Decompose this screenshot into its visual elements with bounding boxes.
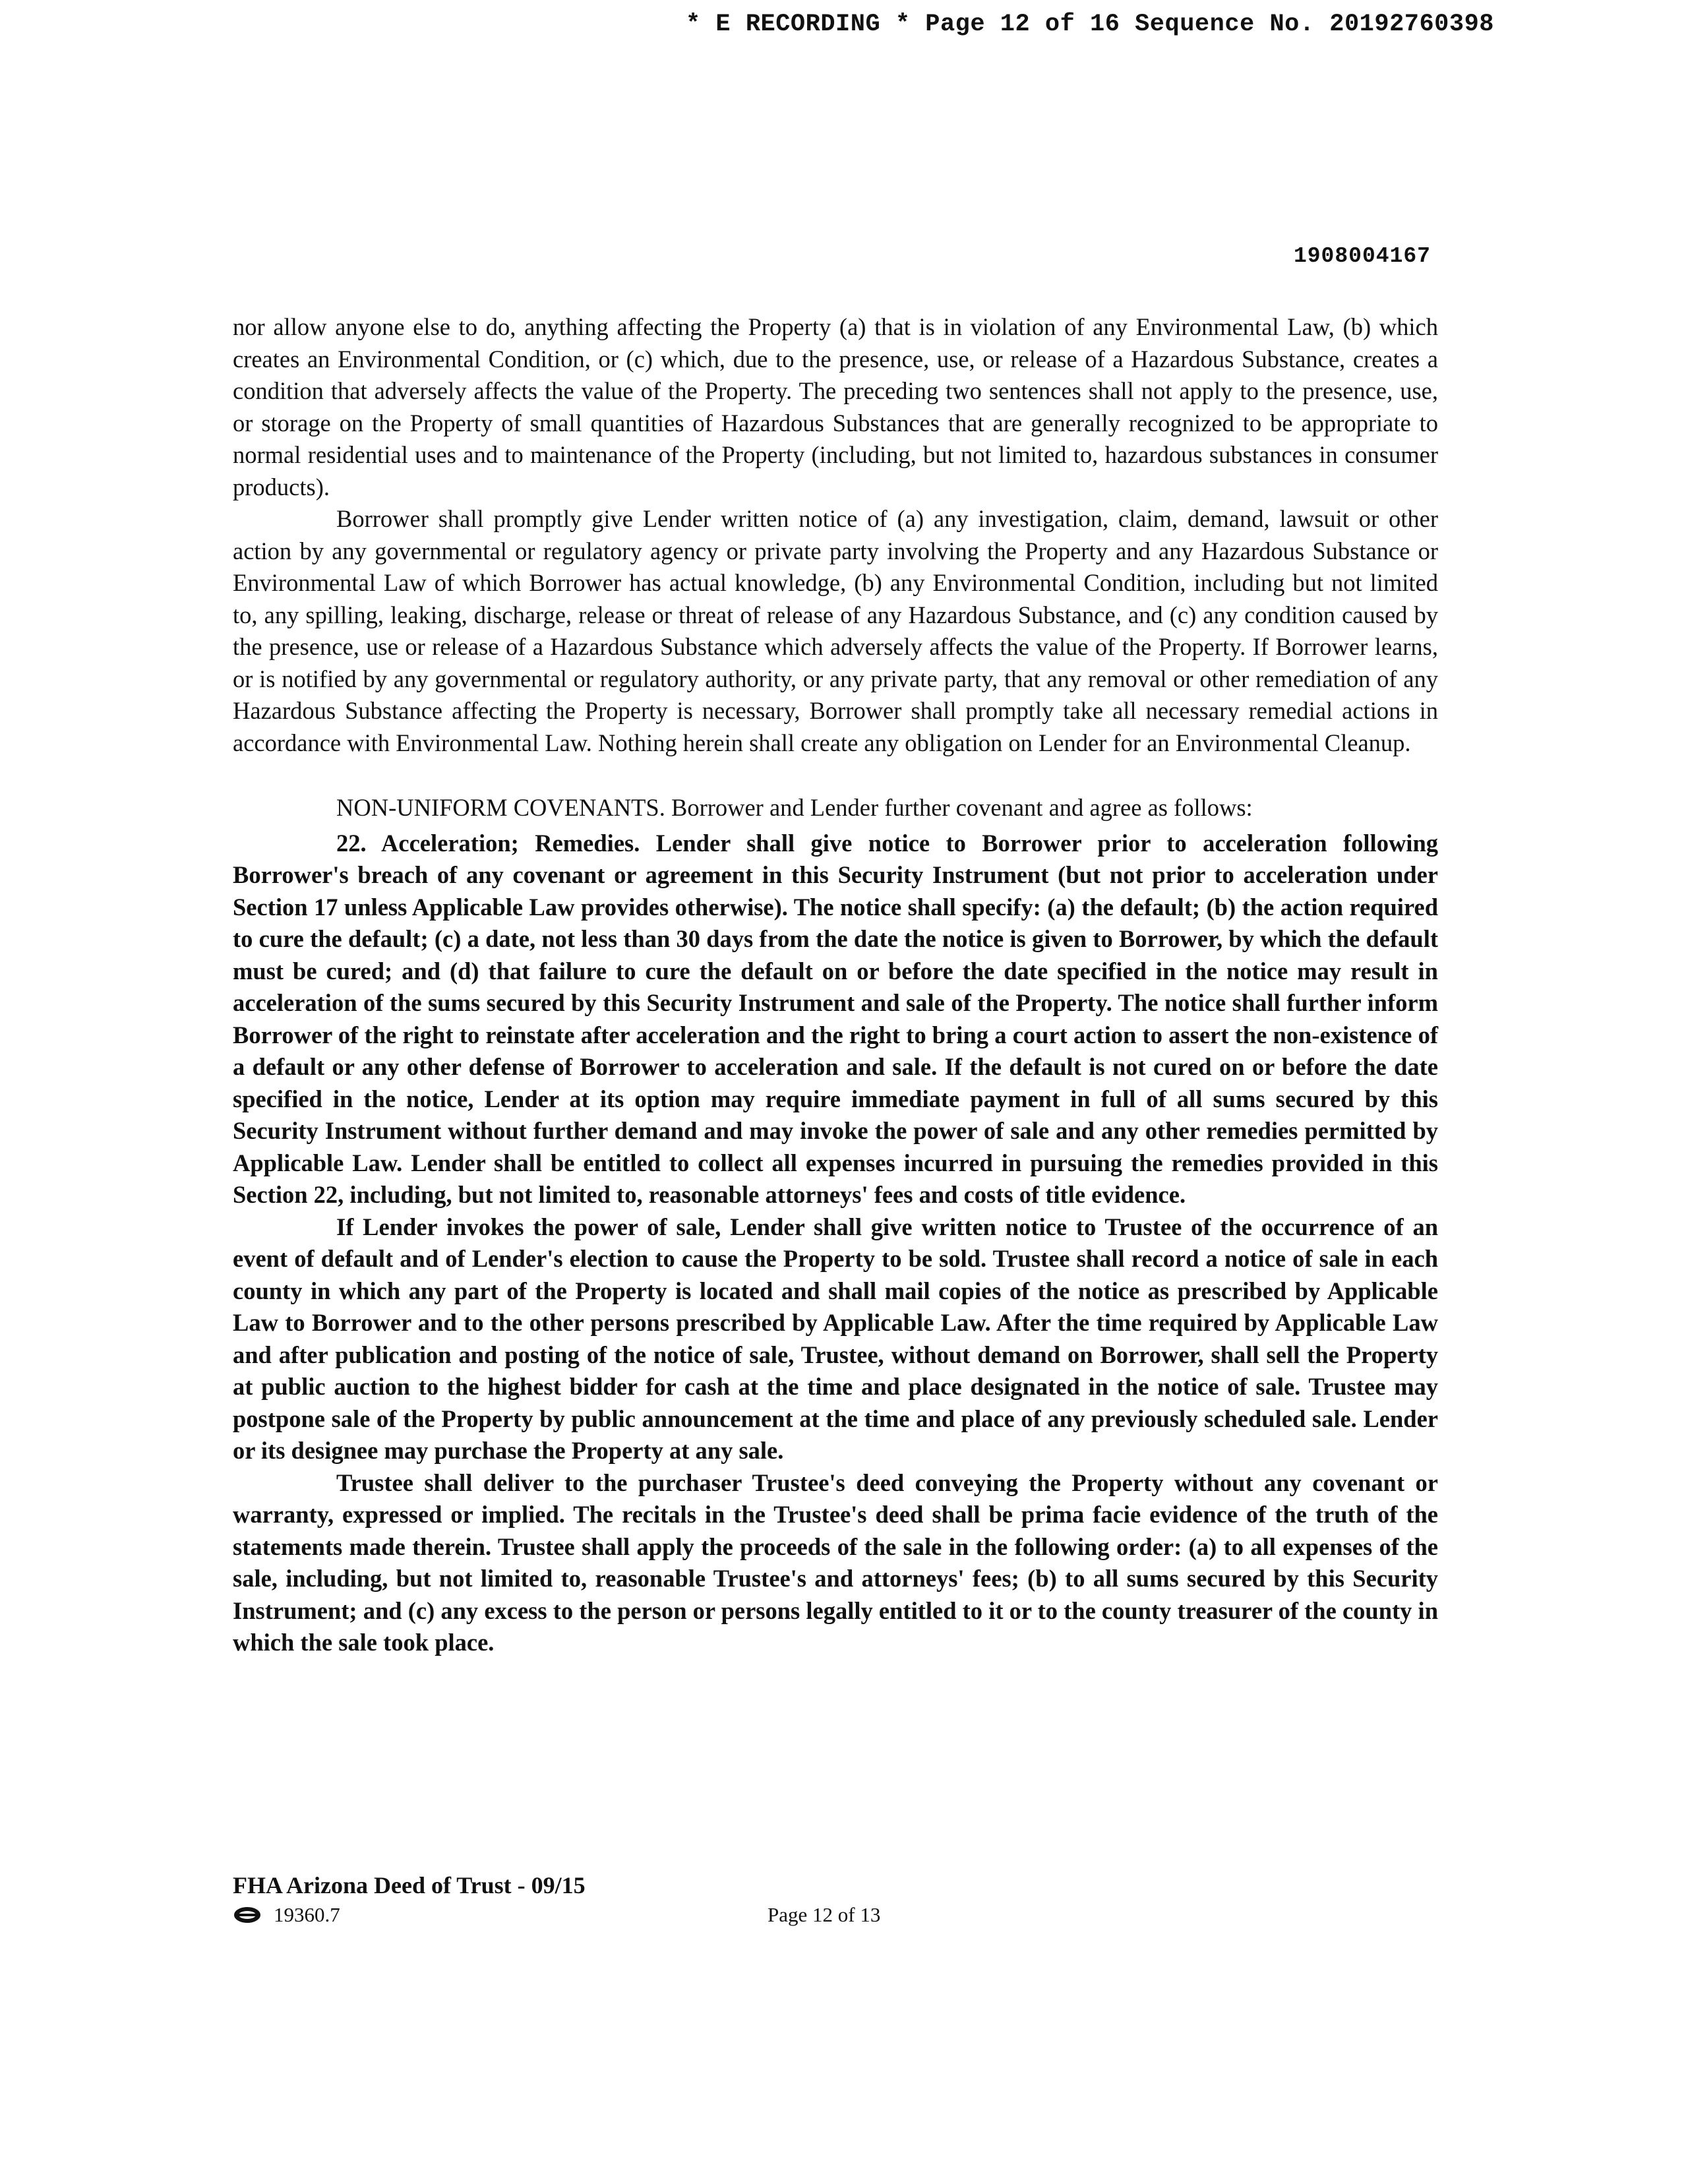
paragraph-acceleration-remedies: 22. Acceleration; Remedies. Lender shall give notice to Borrower prior to acceleration following Borrower's breach of any covenant or agreement in this Security Instrument (but not prior to acceleration under Section 17 unless Applicable Law provides otherwise). The notice shall specify: (a) the default; (b) the action required to cure the default; (c) a date, not less than 30 days from the date the notice is given to Borrower, by which the default must be cured; and (d) that failure to cure the default on or before the date specified in the notice may result in acceleration of the sums secured by this Security Instrument and sale of the Property. The notice shall further inform Borrower of the right to reinstate after acceleration and the right to bring a court action to assert the non-existence of a default or any other defense of Borrower to acceleration and sale. If the default is not cured on or before the date specified in the notice, Lender at its option may require immediate payment in full of all sums secured by this Security Instrument without further demand and may invoke the power of sale and any other remedies permitted by Applicable Law. Lender shall be entitled to collect all expenses incurred in pursuing the remedies provided in this Section 22, including, but not limited to, reasonable attorneys' fees and costs of title evidence. <box>233 829 1438 1208</box>
form-id <box>233 1903 340 1927</box>
form-publisher-logo-icon <box>233 1906 262 1924</box>
page-number: Page 12 of 13 <box>768 1903 881 1926</box>
document-number: 1908004167 <box>1293 244 1431 268</box>
recording-stamp: * E RECORDING * Page 12 of 16 Sequence No. 20192760398 <box>686 11 1494 38</box>
paragraph-non-uniform-covenants: NON-UNIFORM COVENANTS. Borrower and Lender further covenant and agree as follows: <box>336 794 1253 821</box>
paragraph-trustee-deed: Trustee shall deliver to the purchaser Trustee's deed conveying the Property without any covenant or warranty, expressed or implied. The recitals in the Trustee's deed shall be prima facie evidence of the truth of the statements made therein. Trustee shall apply the proceeds of the sale in the following order: (a) to all expenses of the sale, including, but not limited to, reasonable Trustee's and attorneys' fees; (b) to all sums secured by this Security Instrument; and (c) any excess to the person or persons legally entitled to it or to the county treasurer of the county in which the sale took place. <box>233 1469 1438 1656</box>
document-body <box>233 311 1438 1659</box>
paragraph-environmental-continued: nor allow anyone else to do, anything affecting the Property (a) that is in violation of any Environmental Law, (b) which creates an Environmental Condition, or (c) which, due to the presence, use, or release of a Hazardous Substance, creates a condition that adversely affects the value of the Property. The preceding two sentences shall not apply to the presence, use, or storage on the Property of small quantities of Hazardous Substances that are generally recognized to be appropriate to normal residential uses and to maintenance of the Property (including, but not limited to, hazardous substances in consumer products). <box>233 313 1438 501</box>
form-number: 19360.7 <box>274 1903 340 1926</box>
form-title: FHA Arizona Deed of Trust - 09/15 <box>233 1872 586 1898</box>
paragraph-power-of-sale: If Lender invokes the power of sale, Lender shall give written notice to Trustee of the occurrence of an event of default and of Lender's election to cause the Property to be sold. Trustee shall record a notice of sale in each county in which any part of the Property is located and shall mail copies of the notice as prescribed by Applicable Law to Borrower and to the other persons prescribed by Applicable Law. After the time required by Applicable Law and after publication and posting of the notice of sale, Trustee, without demand on Borrower, shall sell the Property at public auction to the highest bidder for cash at the time and place designated in the notice of sale. Trustee may postpone sale of the Property by public announcement at the time and place of any previously scheduled sale. Lender or its designee may purchase the Property at any sale. <box>233 1213 1438 1464</box>
paragraph-environmental-notice: Borrower shall promptly give Lender written notice of (a) any investigation, claim, demand, lawsuit or other action by any governmental or regulatory agency or private party involving the Property and any Hazardous Substance or Environmental Law of which Borrower has actual knowledge, (b) any Environmental Condition, including but not limited to, any spilling, leaking, discharge, release or threat of release of any Hazardous Substance, and (c) any condition caused by the presence, use or release of a Hazardous Substance which adversely affects the value of the Property. If Borrower learns, or is notified by any governmental or regulatory authority, or any private party, that any removal or other remediation of any Hazardous Substance affecting the Property is necessary, Borrower shall promptly take all necessary remedial actions in accordance with Environmental Law. Nothing herein shall create any obligation on Lender for an Environmental Cleanup. <box>233 505 1438 756</box>
